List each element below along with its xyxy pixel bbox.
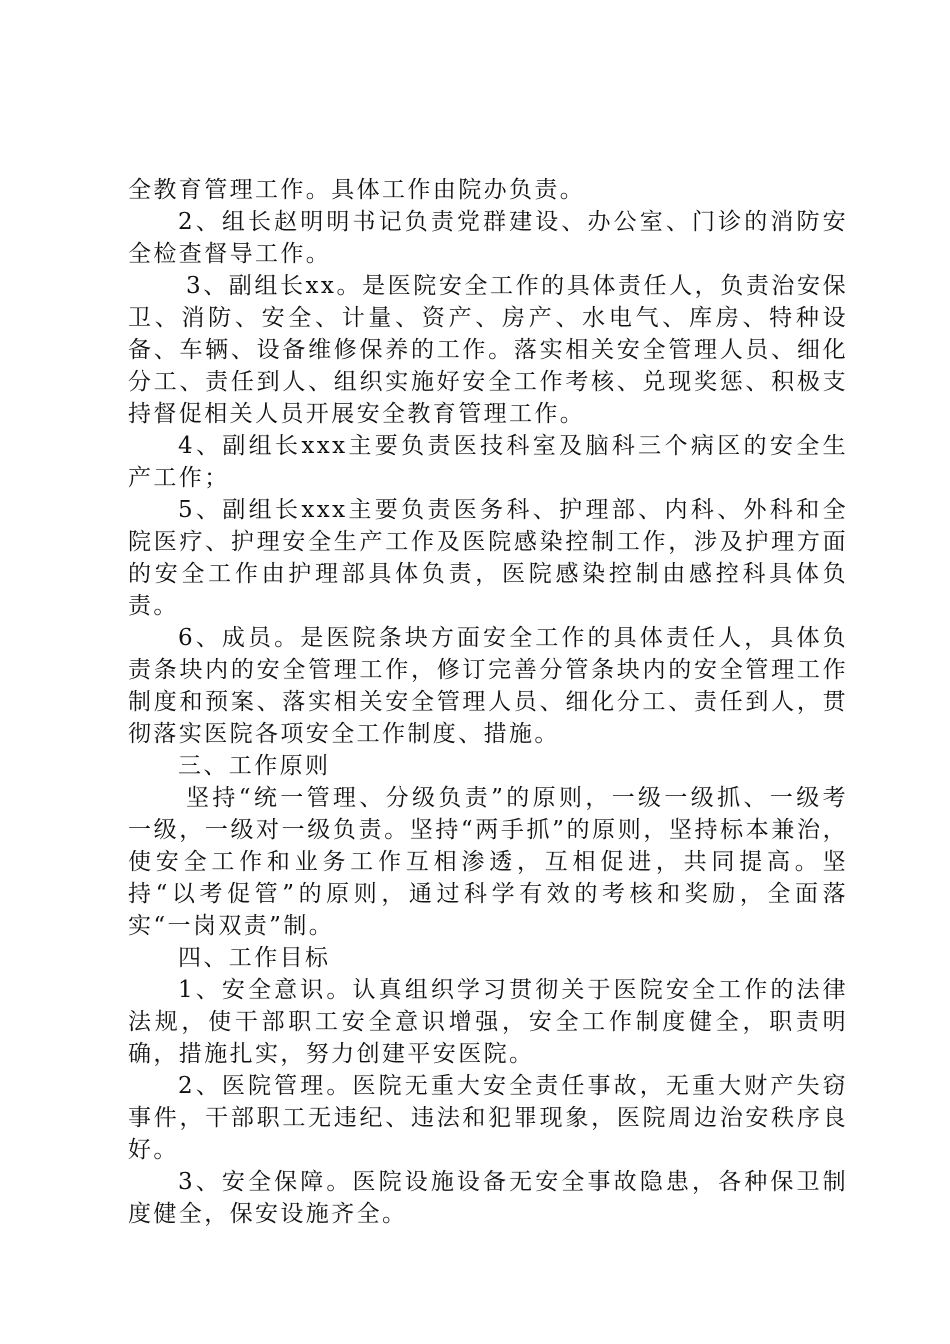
paragraph-item-4: 4、副组长xxx主要负责医技科室及脑科三个病区的安全生产工作； [128, 433, 848, 491]
paragraph-item-2: 2、组长赵明明书记负责党群建设、办公室、门诊的消防安全检查督导工作。 [128, 209, 848, 267]
document-body [128, 174, 848, 1230]
section-heading-goals: 四、工作目标 [178, 945, 331, 971]
paragraph-continued: 全教育管理工作。具体工作由院办负责。 [128, 177, 586, 203]
paragraph-goal-1: 1、安全意识。认真组织学习贯彻关于医院安全工作的法律法规，使干部职工安全意识增强，安全工作制度健全，职责明确，措施扎实，努力创建平安医院。 [128, 977, 848, 1067]
paragraph-goal-3: 3、安全保障。医院设施设备无安全事故隐患，各种保卫制度健全，保安设施齐全。 [128, 1169, 848, 1227]
paragraph-principles: 坚持“统一管理、分级负责”的原则，一级一级抓、一级考一级，一级对一级负责。坚持“两手抓”的原则，坚持标本兼治，使安全工作和业务工作互相渗透，互相促进，共同提高。坚持“以考促管”的原则，通过科学有效的考核和奖励，全面落实“一岗双责”制。 [128, 785, 848, 939]
paragraph-item-5: 5、副组长xxx主要负责医务科、护理部、内科、外科和全院医疗、护理安全生产工作及医院感染控制工作，涉及护理方面的安全工作由护理部具体负责，医院感染控制由感控科具体负责。 [128, 497, 848, 619]
paragraph-item-6: 6、成员。是医院条块方面安全工作的具体责任人，具体负责条块内的安全管理工作，修订完善分管条块内的安全管理工作制度和预案、落实相关安全管理人员、细化分工、责任到人，贯彻落实医院各项安全工作制度、措施。 [128, 625, 848, 747]
paragraph-item-3: 3、副组长xx。是医院安全工作的具体责任人，负责治安保卫、消防、安全、计量、资产、房产、水电气、库房、特种设备、车辆、设备维修保养的工作。落实相关安全管理人员、细化分工、责任到人、组织实施好安全工作考核、兑现奖惩、积极支持督促相关人员开展安全教育管理工作。 [128, 273, 848, 427]
paragraph-goal-2: 2、医院管理。医院无重大安全责任事故，无重大财产失窃事件，干部职工无违纪、违法和犯罪现象，医院周边治安秩序良好。 [128, 1073, 848, 1163]
section-heading-principles: 三、工作原则 [178, 753, 331, 779]
